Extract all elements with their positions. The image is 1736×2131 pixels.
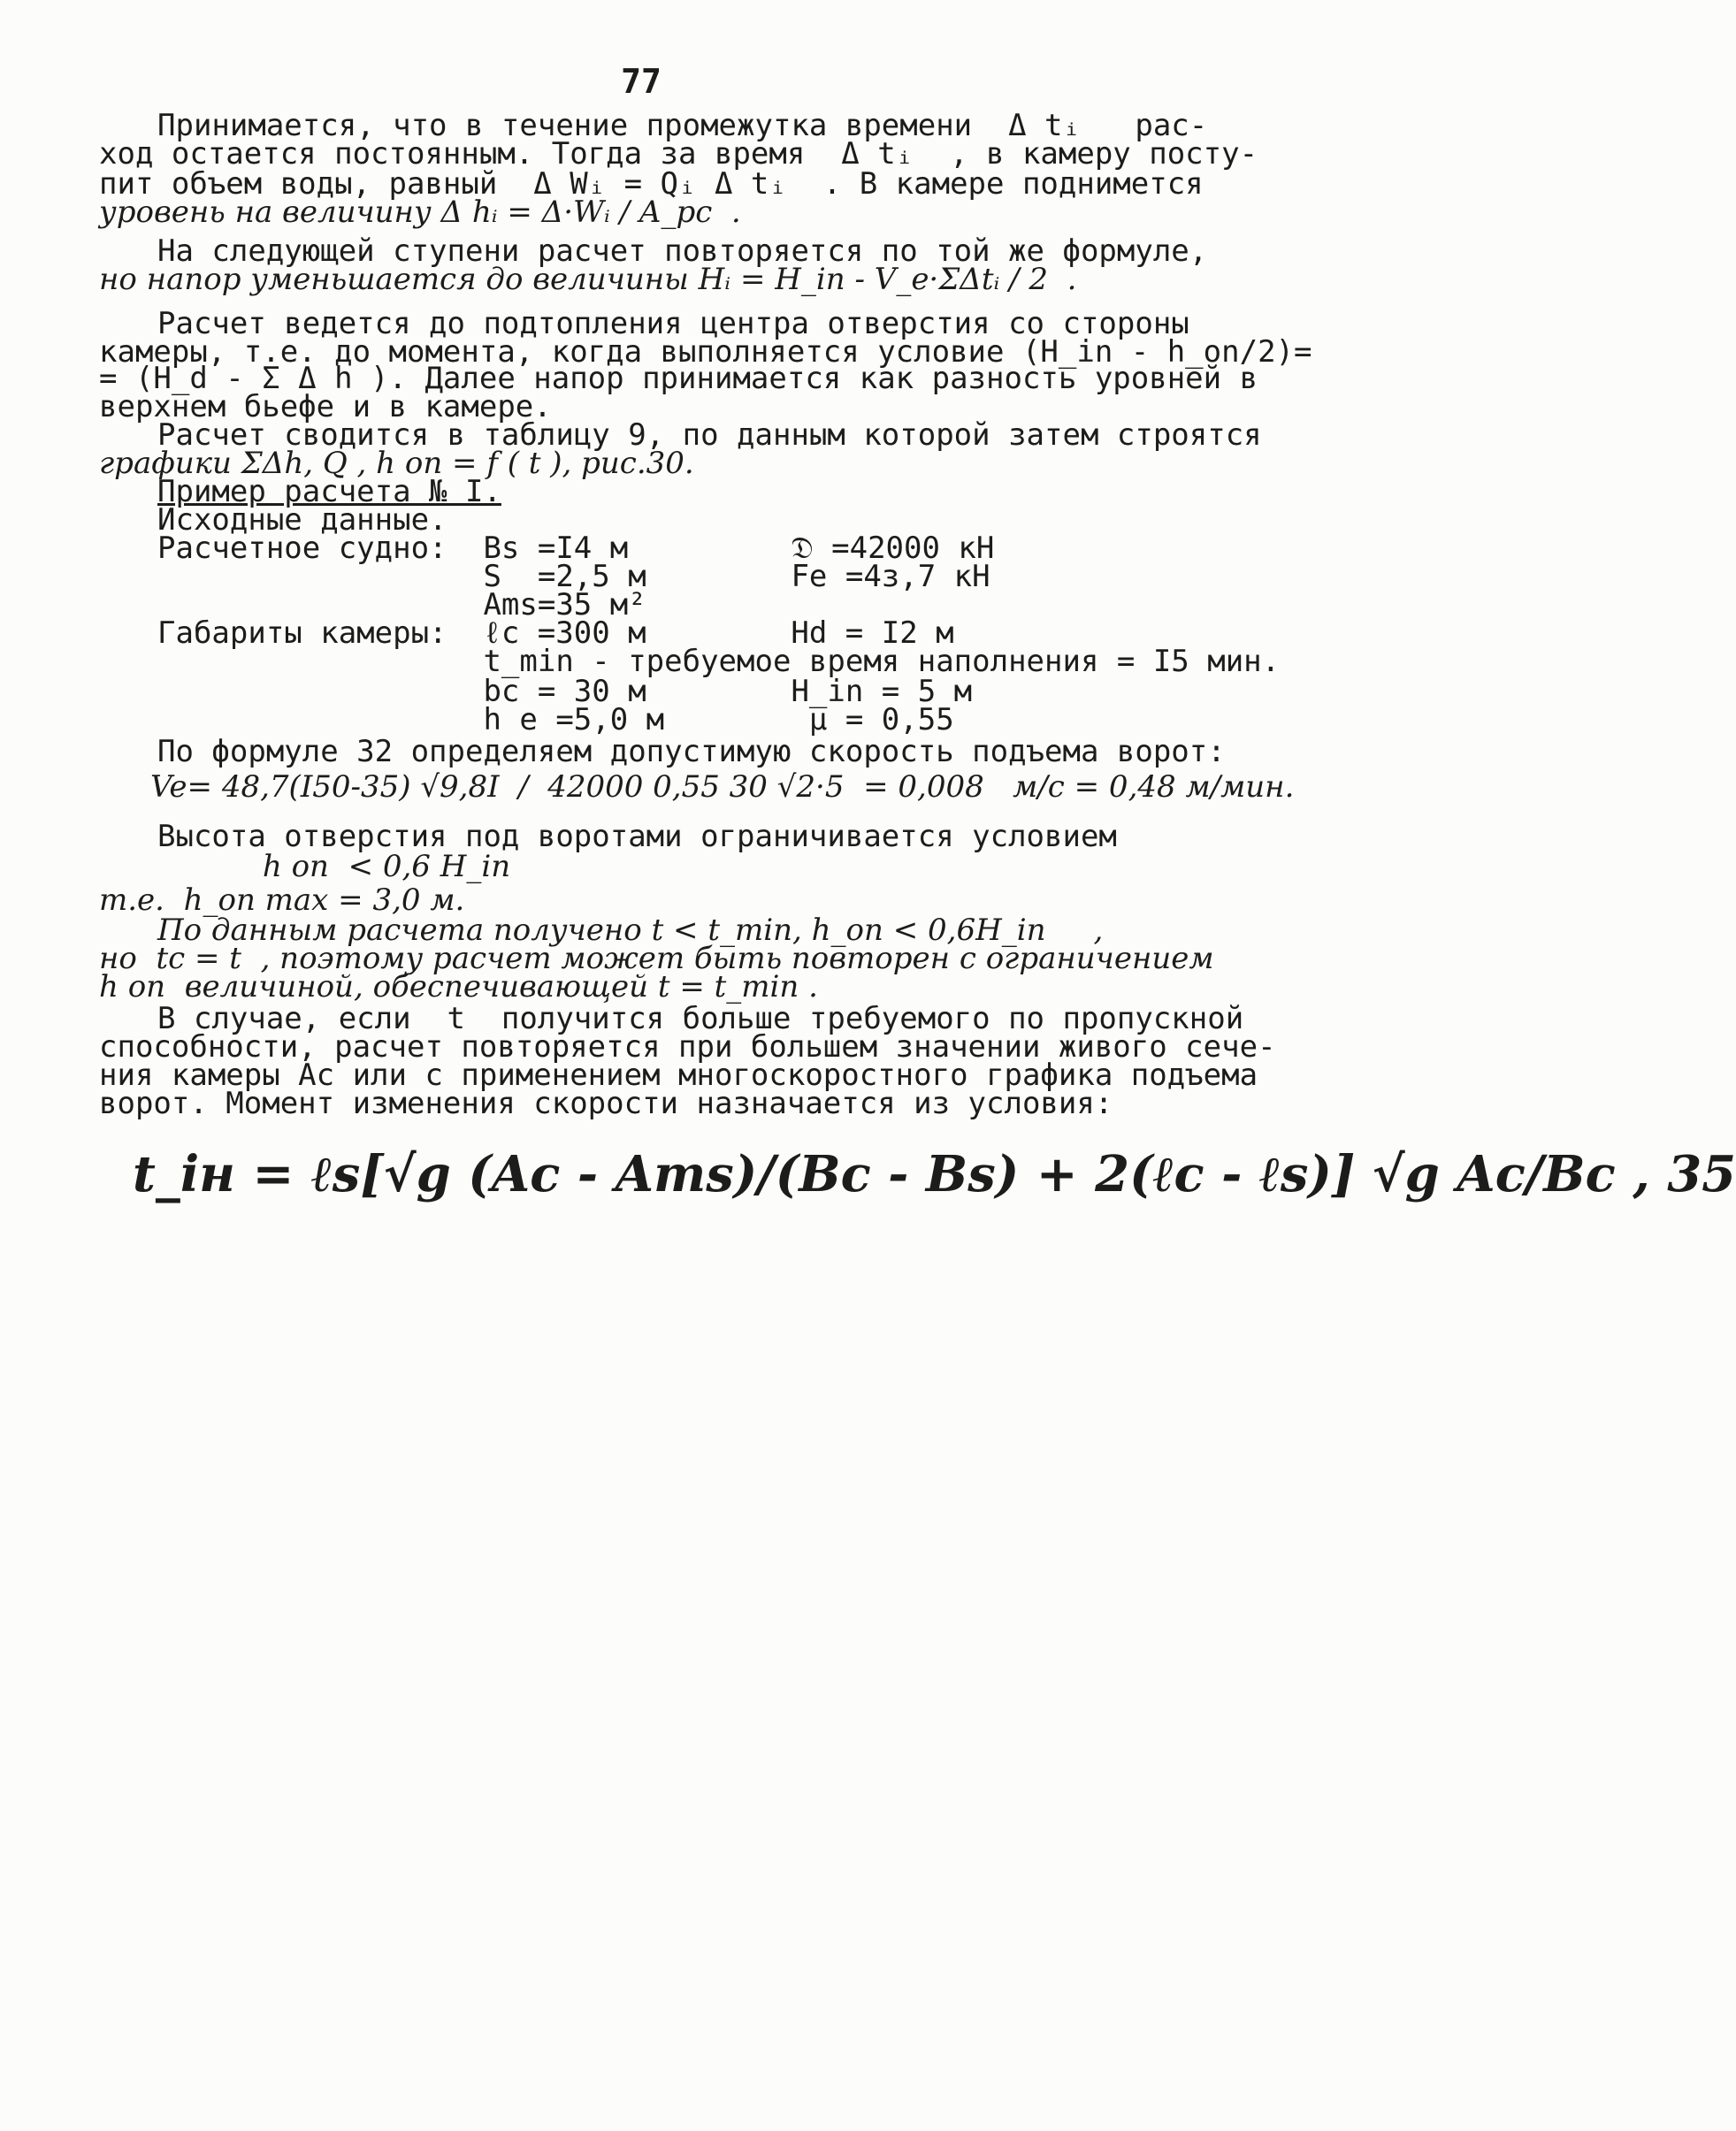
text-line: верхнем бьефе и в камере. xyxy=(99,389,552,424)
page-number: 77 xyxy=(621,62,662,101)
text-line: ход остается постоянным. Тогда за время Δ tᵢ , в камеру посту- xyxy=(99,136,1258,172)
text-line: h оп величиной, обеспечивающей t = t_min . xyxy=(99,969,818,1004)
example-heading: Пример расчета № I. xyxy=(157,474,501,509)
text-line: Исходные данные. xyxy=(157,502,447,538)
text-line: В случае, если t получится больше требуемого по пропускной xyxy=(157,1001,1244,1036)
text-line: Принимается, что в течение промежутка времени Δ tᵢ рас- xyxy=(157,108,1208,143)
text-line: Расчет ведется до подтопления центра отверстия со стороны xyxy=(157,306,1189,341)
text-line: Габариты камеры: ℓc =300 м Hd = I2 м xyxy=(157,615,954,651)
text-line: способности, расчет повторяется при большем значении живого сече- xyxy=(99,1029,1276,1065)
text-line: Ams=35 м² xyxy=(157,587,646,622)
text-line: ния камеры Ac или с применением многоскоростного графика подъема xyxy=(99,1058,1258,1093)
text-line: графики ΣΔh, Q , h оп = f ( t ), рис.30. xyxy=(99,446,694,481)
text-line: На следующей ступени расчет повторяется по той же формуле, xyxy=(157,233,1208,269)
text-line: S =2,5 м Fe =4з,7 кН xyxy=(157,559,990,594)
text-line: Расчетное судно: Bs =I4 м 𝔇 =42000 кН xyxy=(157,531,995,566)
text-line: bc = 30 м H_in = 5 м xyxy=(157,674,973,709)
text-line: Ve= 48,7(I50-35) √9,8I / 42000 0,55 30 √2·5 = 0,008 м/с = 0,48 м/мин. xyxy=(150,769,1295,805)
text-line: h e =5,0 м μ = 0,55 xyxy=(157,702,954,737)
text-line: уровень на величину Δ hᵢ = Δ·Wᵢ / A_pc . xyxy=(99,195,741,230)
text-line: ворот. Момент изменения скорости назначается из условия: xyxy=(99,1086,1113,1121)
text-line: t_min - требуемое время наполнения = I5 мин. xyxy=(157,644,1281,679)
formula-35: t_iн = ℓs[√g (Ac - Ams)/(Bc - Bs) + 2(ℓc - ℓs)] √g Ac/Bc , 35 xyxy=(133,1145,1736,1203)
text-line: Расчет сводится в таблицу 9, по данным которой затем строятся xyxy=(157,417,1262,453)
text-line: пит объем воды, равный Δ Wᵢ = Qᵢ Δ tᵢ . В камере поднимется xyxy=(99,166,1204,202)
text-line: h оп < 0,6 H_in xyxy=(157,849,511,884)
text-line: = (H_d - Σ Δ h ). Далее напор принимается как разность уровней в xyxy=(99,361,1258,396)
text-line: Высота отверстия под воротами ограничивается условием xyxy=(157,819,1117,854)
text-line: т.е. h_on max = 3,0 м. xyxy=(99,882,465,918)
text-line: камеры, т.е. до момента, когда выполняется условие (H_in - h_on/2)= xyxy=(99,334,1312,370)
text-line: но tc = t , поэтому расчет может быть повторен с ограничением xyxy=(99,941,1214,976)
text-line: По данным расчета получено t < t_min, h_on < 0,6H_in , xyxy=(157,913,1104,948)
text-line: но напор уменьшается до величины Hᵢ = H_in - V_e·ΣΔtᵢ / 2 . xyxy=(99,262,1077,297)
text-line: По формуле 32 определяем допустимую скорость подъема ворот: xyxy=(157,734,1226,769)
